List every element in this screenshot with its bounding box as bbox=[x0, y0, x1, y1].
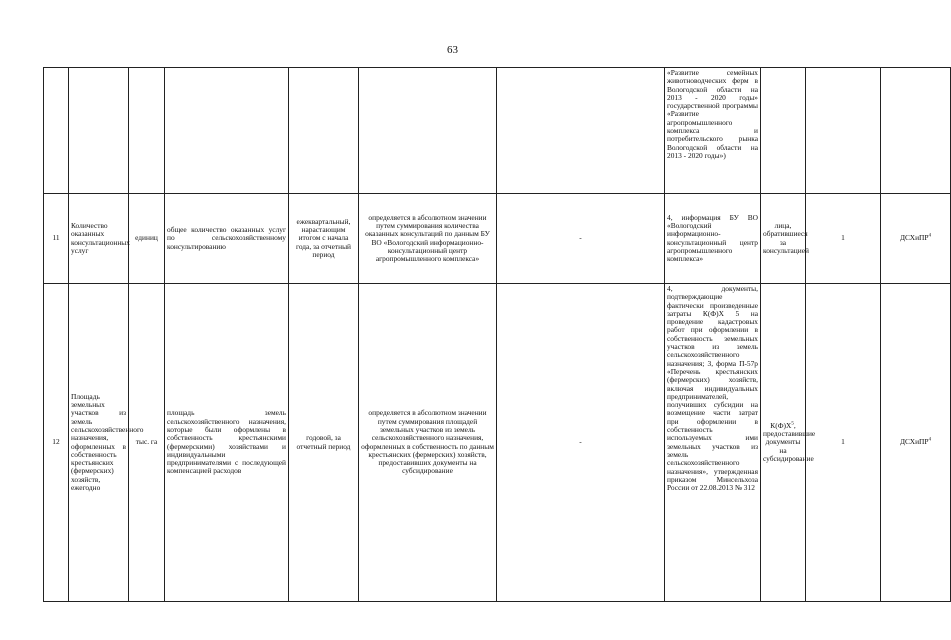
table-row-continuation bbox=[44, 68, 951, 194]
formula-cell: - bbox=[497, 284, 665, 602]
responsible-name: К(Ф)Х bbox=[770, 420, 792, 430]
department-name: ДСХиПР bbox=[899, 233, 929, 243]
footnote-mark: 4 bbox=[928, 233, 932, 239]
footnote-mark: 5 bbox=[791, 421, 794, 427]
source-cell: 4, информация БУ ВО «Вологодский информационно-консультационный центр агропромышленного комплекса» bbox=[665, 194, 761, 284]
indicator-cell: Площадь земельных участков из земель сельскохозяйственного назначения, оформленных в собственность крестьянских (фермерских) хозяйств, ежегодно bbox=[69, 284, 129, 602]
frequency-cell: 1 bbox=[806, 284, 881, 602]
method-cell: определяется в абсолютном значении путем суммирования количества оказанных консультаций по данным БУ ВО «Вологодский информационно-консультационный центр агропромышленного комплекса» bbox=[359, 194, 497, 284]
unit-cell: единиц bbox=[129, 194, 165, 284]
table-row bbox=[44, 194, 951, 284]
row-number: 11 bbox=[44, 194, 69, 284]
responsible-cell: лица, обратившиеся за консультацией bbox=[761, 194, 806, 284]
periodicity-cell: ежеквартальный, нарастающим итогом с начала года, за отчетный период bbox=[289, 194, 359, 284]
responsible-cell bbox=[761, 284, 816, 602]
footnote-mark: 4 bbox=[928, 437, 932, 443]
source-cell: «Развитие семейных животноводческих ферм в Вологодской области на 2013 - 2020 годы» государственной программы «Развитие агропромышленного комплекса и потребительского рынка Вологодской области на 2013 - 2020 годы») bbox=[665, 68, 761, 194]
periodicity-cell: годовой, за отчетный период bbox=[289, 284, 359, 602]
method-cell: определяется в абсолютном значении путем суммирования площадей земельных участков из земель сельскохозяйственного назначения, оформленных в собственность по данным крестьянских (фермерских) хозяйств, предоставивших документы на субсидирование bbox=[359, 284, 497, 602]
indicators-table bbox=[43, 67, 951, 602]
definition-cell: общее количество оказанных услуг по сельскохозяйственному консультированию bbox=[165, 194, 289, 284]
department-name: ДСХиПР bbox=[899, 437, 929, 447]
indicator-cell: Количество оказанных консультационных услуг bbox=[69, 194, 129, 284]
unit-cell: тыс. га bbox=[129, 284, 165, 602]
department-cell bbox=[881, 194, 951, 284]
source-cell: 4, документы, подтверждающие фактически произведенные затраты К(Ф)Х 5 на проведение кадастровых работ при оформлении в собственность земельных участков из земель сельскохозяйственного назначения; 3, форма П-57р «Перечень крестьянских (фермерских) хозяйств, включая индивидуальных предпринимателей, получивших субсидии на возмещение части затрат при оформлении в собственность используемых ими земельных участков из земель сельскохозяйственного назначения», утвержденная приказом Минсельхоза России от 22.08.2013 № 312 bbox=[665, 284, 761, 602]
frequency-cell: 1 bbox=[806, 194, 881, 284]
formula-cell: - bbox=[497, 194, 665, 284]
department-cell bbox=[881, 284, 951, 602]
row-number: 12 bbox=[44, 284, 69, 602]
responsible-text: , предоставившие документы на субсидирование bbox=[763, 420, 816, 463]
page-number: 63 bbox=[447, 44, 458, 56]
definition-cell: площадь земель сельскохозяйственного назначения, которые были оформлены в собственность крестьянскими (фермерскими) хозяйствами и индивидуальными предпринимателями с последующей компенсацией расходов bbox=[165, 284, 289, 602]
table-row bbox=[44, 284, 951, 602]
